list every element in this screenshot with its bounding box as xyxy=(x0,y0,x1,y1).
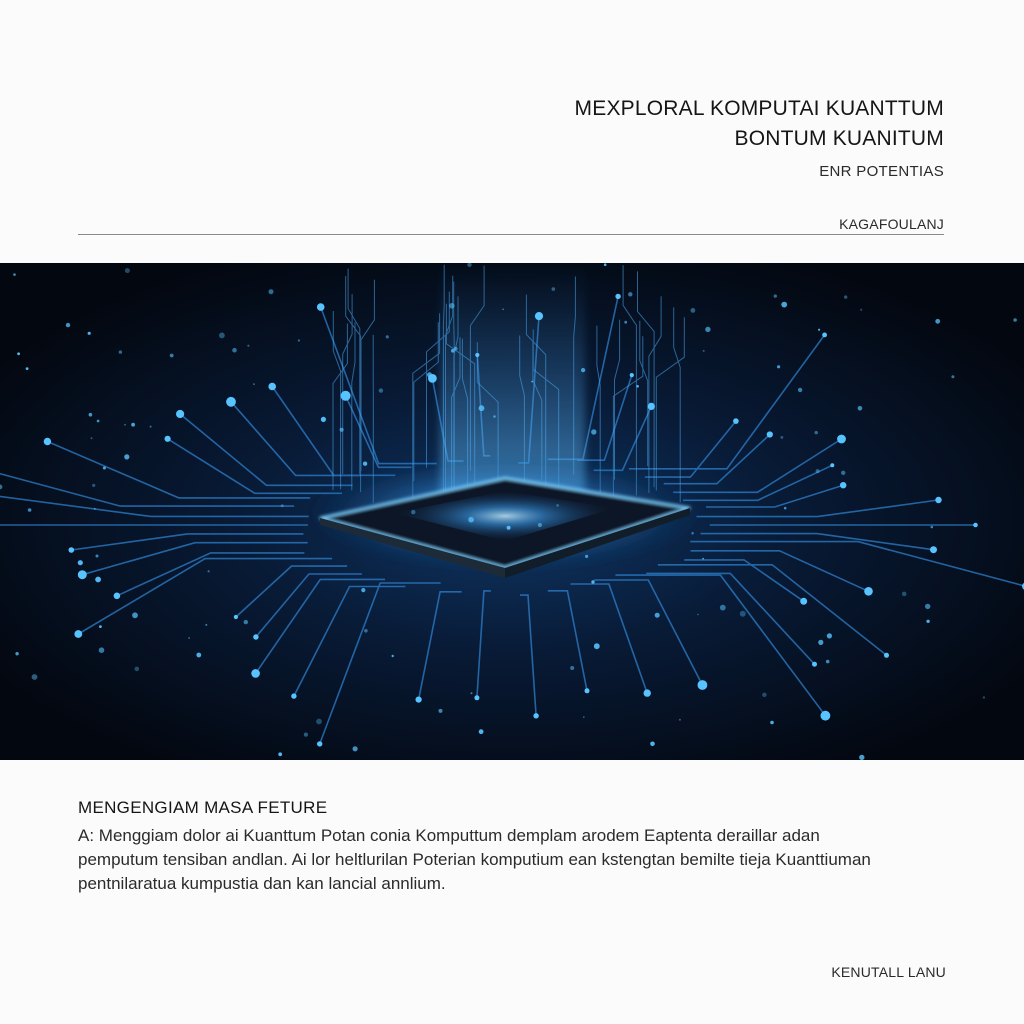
circuit-node xyxy=(840,482,846,488)
light-particle xyxy=(815,431,818,434)
light-particle xyxy=(15,652,18,655)
circuit-node xyxy=(698,680,708,690)
light-particle xyxy=(471,692,473,694)
light-particle xyxy=(66,323,70,327)
light-particle xyxy=(132,612,138,618)
circuit-node xyxy=(78,570,87,579)
light-particle xyxy=(247,345,249,347)
light-particle xyxy=(468,517,474,523)
circuit-node xyxy=(475,353,479,357)
circuit-node xyxy=(253,634,258,639)
circuit-node xyxy=(535,312,543,320)
circuit-node xyxy=(648,403,655,410)
light-particle xyxy=(762,693,766,697)
light-particle xyxy=(841,471,845,475)
light-particle xyxy=(983,696,985,698)
circuit-node xyxy=(733,418,739,424)
light-particle xyxy=(1013,318,1017,322)
light-particle xyxy=(844,295,847,298)
light-particle xyxy=(816,469,820,473)
light-particle xyxy=(205,624,207,626)
light-particle xyxy=(770,721,774,725)
circuit-node xyxy=(615,294,620,299)
footer-label: KENUTALL LANU xyxy=(831,964,946,980)
light-particle xyxy=(188,637,190,639)
light-particle xyxy=(798,388,802,392)
light-particle xyxy=(951,375,954,378)
light-particle xyxy=(818,640,823,645)
light-particle xyxy=(316,719,322,725)
circuit-node xyxy=(226,397,236,407)
light-particle xyxy=(26,367,29,370)
light-particle xyxy=(439,709,443,713)
light-particle xyxy=(624,321,627,324)
light-particle xyxy=(28,508,32,512)
document-title-line-1: MEXPLORAL KOMPUTAI KUANTTUM xyxy=(574,97,944,120)
light-particle xyxy=(94,508,96,510)
light-particle xyxy=(32,674,38,680)
light-particle xyxy=(170,354,174,358)
circuit-node xyxy=(973,523,978,528)
section-heading: MENGENGIAM MASA FETURE xyxy=(78,798,328,817)
body-line: A: Menggiam dolor ai Kuanttum Potan conia Komputtum demplam arodem Eaptenta deraillar adan xyxy=(78,826,820,845)
light-particle xyxy=(860,309,862,311)
light-particle xyxy=(493,415,496,418)
circuit-node xyxy=(821,711,831,721)
light-particle xyxy=(99,647,105,653)
light-particle xyxy=(88,332,91,335)
circuit-node xyxy=(165,436,171,442)
circuit-node xyxy=(830,463,834,467)
circuit-node xyxy=(291,693,296,698)
light-particle xyxy=(583,716,585,718)
light-particle xyxy=(379,388,383,392)
circuit-node xyxy=(317,741,322,746)
body-line: pemputum tensiban andlan. Ai lor heltlurilan Poterian komputium ean kstengtan bemilte tieja Kuanttiuman xyxy=(78,850,871,869)
circuit-node xyxy=(767,431,773,437)
document-title-line-2: BONTUM KUANITUM xyxy=(734,127,944,150)
light-particle xyxy=(219,333,225,339)
light-particle xyxy=(95,577,101,583)
light-particle xyxy=(604,263,607,266)
light-particle xyxy=(781,302,787,308)
light-particle xyxy=(196,653,201,658)
light-particle xyxy=(298,339,300,341)
light-particle xyxy=(392,655,394,657)
light-particle xyxy=(556,504,559,507)
light-particle xyxy=(697,614,699,616)
light-particle xyxy=(244,620,248,624)
light-particle xyxy=(304,733,308,737)
light-particle xyxy=(679,719,681,721)
header-divider xyxy=(78,234,944,235)
light-particle xyxy=(628,292,632,296)
light-particle xyxy=(208,570,210,572)
circuit-node xyxy=(533,713,538,718)
light-particle xyxy=(570,666,574,670)
light-particle xyxy=(703,350,705,352)
light-particle xyxy=(650,742,655,747)
light-particle xyxy=(340,428,344,432)
light-particle xyxy=(17,352,20,355)
light-particle xyxy=(103,467,106,470)
light-particle xyxy=(774,294,777,297)
circuit-node xyxy=(884,653,889,658)
light-particle xyxy=(591,429,596,434)
light-particle xyxy=(124,454,129,459)
light-particle xyxy=(97,420,100,423)
circuit-node xyxy=(585,688,590,693)
hero-image xyxy=(0,263,1024,760)
light-particle xyxy=(585,555,588,558)
light-particle xyxy=(702,558,704,560)
light-particle xyxy=(691,532,694,535)
light-particle xyxy=(363,462,367,466)
light-particle xyxy=(591,580,594,583)
light-particle xyxy=(479,729,484,734)
light-particle xyxy=(451,349,455,353)
circuit-node xyxy=(74,630,82,638)
quantum-chip-circuit-icon xyxy=(0,263,1024,760)
circuit-node xyxy=(837,435,846,444)
circuit-node xyxy=(44,438,51,445)
light-particle xyxy=(507,526,511,530)
body-line: pentnilaratua kumpustia dan kan lancial annlium. xyxy=(78,874,446,893)
light-particle xyxy=(859,755,864,760)
light-particle xyxy=(594,643,600,649)
light-particle xyxy=(902,592,907,597)
light-particle xyxy=(740,611,746,617)
light-particle xyxy=(655,613,660,618)
light-particle xyxy=(150,426,152,428)
circuit-node xyxy=(176,410,184,418)
light-particle xyxy=(926,620,929,623)
light-particle xyxy=(353,746,358,751)
light-particle xyxy=(386,335,389,338)
document-header xyxy=(575,94,944,184)
light-particle xyxy=(232,348,237,353)
light-particle xyxy=(281,504,284,507)
light-particle xyxy=(777,365,780,368)
light-particle xyxy=(538,523,542,527)
circuit-node xyxy=(268,383,276,391)
light-particle xyxy=(502,309,504,311)
light-particle xyxy=(269,289,274,294)
light-particle xyxy=(91,437,93,439)
light-particle xyxy=(89,413,93,417)
circuit-node xyxy=(341,391,351,401)
light-particle xyxy=(253,383,255,385)
light-particle xyxy=(135,667,140,672)
circuit-node xyxy=(935,497,941,503)
circuit-node xyxy=(930,546,937,553)
circuit-node xyxy=(822,333,827,338)
circuit-node xyxy=(317,303,325,311)
light-particle xyxy=(818,329,820,331)
light-particle xyxy=(321,417,326,422)
circuit-node xyxy=(69,547,75,553)
light-particle xyxy=(931,526,934,529)
light-particle xyxy=(784,507,787,510)
light-particle xyxy=(781,436,784,439)
light-particle xyxy=(427,372,432,377)
circuit-node xyxy=(644,689,651,696)
circuit-node xyxy=(474,695,479,700)
light-particle xyxy=(827,633,832,638)
light-particle xyxy=(364,629,368,633)
light-particle xyxy=(78,560,83,565)
light-particle xyxy=(935,319,940,324)
light-particle xyxy=(361,588,365,592)
light-particle xyxy=(99,625,102,628)
circuit-node xyxy=(864,587,873,596)
section-body xyxy=(78,824,958,896)
circuit-node xyxy=(114,593,121,600)
light-particle xyxy=(636,385,639,388)
circuit-node xyxy=(416,697,422,703)
light-particle xyxy=(92,484,95,487)
light-particle xyxy=(720,605,726,611)
light-particle xyxy=(96,555,99,558)
light-particle xyxy=(13,273,16,276)
light-particle xyxy=(125,268,130,273)
author-name: KAGAFOULANJ xyxy=(839,216,944,232)
light-particle xyxy=(411,510,415,514)
light-particle xyxy=(552,287,556,291)
light-particle xyxy=(479,405,485,411)
light-particle xyxy=(131,423,135,427)
circuit-node xyxy=(800,598,807,605)
light-particle xyxy=(826,660,830,664)
light-particle xyxy=(925,604,930,609)
light-particle xyxy=(691,308,696,313)
circuit-node xyxy=(251,669,260,678)
light-particle xyxy=(581,368,585,372)
circuit-node xyxy=(234,615,238,619)
circuit-node xyxy=(630,373,634,377)
light-particle xyxy=(531,381,533,383)
circuit-node xyxy=(812,662,817,667)
light-particle xyxy=(705,327,710,332)
light-particle xyxy=(124,424,126,426)
light-particle xyxy=(858,406,863,411)
light-particle xyxy=(278,752,282,756)
document-subtitle: ENR POTENTIAS xyxy=(819,163,944,180)
light-particle xyxy=(119,350,122,353)
light-particle xyxy=(449,303,455,309)
